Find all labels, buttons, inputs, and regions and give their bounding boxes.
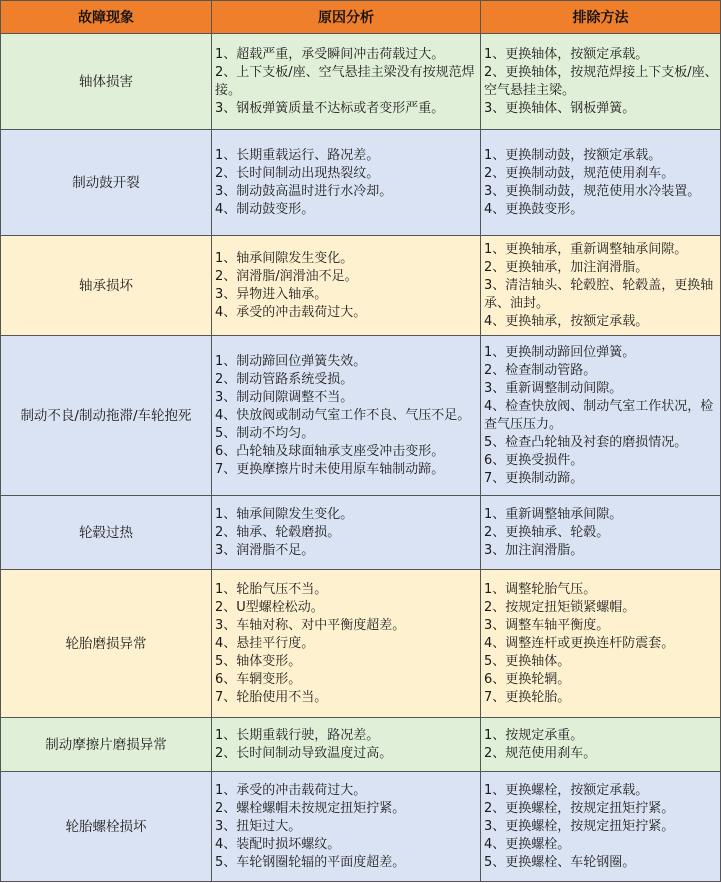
table-row bbox=[1, 236, 721, 336]
cause-item: 2、轴承、轮毂磨损。 bbox=[215, 524, 341, 540]
cause-item: 3、润滑脂不足。 bbox=[215, 542, 315, 558]
cause-item: 4、悬挂平行度。 bbox=[215, 635, 315, 651]
fixes-cell bbox=[481, 496, 721, 570]
causes-cell bbox=[212, 130, 481, 236]
cause-item: 2、长时间制动导致温度过高。 bbox=[215, 745, 393, 761]
symptom-cell: 轮胎螺栓损坏 bbox=[1, 772, 212, 882]
header-symptom: 故障现象 bbox=[1, 1, 212, 34]
cause-item: 1、轴承间隙发生变化。 bbox=[215, 250, 354, 266]
cause-item: 1、长期重载行驶，路况差。 bbox=[215, 727, 380, 743]
fix-item: 1、重新调整轴承间隙。 bbox=[484, 506, 623, 522]
cause-item: 4、快放阀或制动气室工作不良、气压不足。 bbox=[215, 407, 471, 423]
fixes-cell bbox=[481, 130, 721, 236]
fix-item: 3、更换制动鼓，规范使用水冷装置。 bbox=[484, 183, 701, 199]
cause-item: 3、车轴对称、对中平衡度超差。 bbox=[215, 617, 406, 633]
fixes-cell bbox=[481, 570, 721, 718]
cause-item: 1、制动蹄回位弹簧失效。 bbox=[215, 353, 367, 369]
fix-item: 7、更换轮胎。 bbox=[484, 689, 571, 705]
cause-item: 2、长时间制动出现热裂纹。 bbox=[215, 165, 380, 181]
table-row bbox=[1, 772, 721, 882]
fix-item: 2、更换螺栓，按规定扭矩拧紧。 bbox=[484, 800, 675, 816]
header-causes: 原因分析 bbox=[212, 1, 481, 34]
fix-item: 3、重新调整制动间隙。 bbox=[484, 380, 623, 396]
cause-item: 5、制动不均匀。 bbox=[215, 425, 315, 441]
symptom-cell: 制动摩擦片磨损异常 bbox=[1, 718, 212, 772]
cause-item: 3、扭矩过大。 bbox=[215, 818, 302, 834]
fix-item: 3、更换轴体、钢板弹簧。 bbox=[484, 100, 636, 116]
cause-item: 7、更换摩擦片时未使用原车轴制动蹄。 bbox=[215, 461, 445, 477]
fix-item: 7、更换制动蹄。 bbox=[484, 470, 584, 486]
fix-item: 4、更换鼓变形。 bbox=[484, 201, 584, 217]
cause-item: 2、上下支板/座、空气悬挂主梁没有按规范焊接。 bbox=[215, 64, 475, 98]
fixes-cell bbox=[481, 718, 721, 772]
fix-item: 1、按规定承重。 bbox=[484, 727, 584, 743]
symptom-cell: 轴体损害 bbox=[1, 34, 212, 130]
causes-cell bbox=[212, 34, 481, 130]
table-row bbox=[1, 336, 721, 496]
table-row bbox=[1, 570, 721, 718]
cause-item: 7、轮胎使用不当。 bbox=[215, 689, 328, 705]
fix-item: 6、更换轮辋。 bbox=[484, 671, 571, 687]
causes-cell bbox=[212, 236, 481, 336]
table-row bbox=[1, 34, 721, 130]
cause-item: 3、钢板弹簧质量不达标或者变形严重。 bbox=[215, 100, 445, 116]
header-row bbox=[1, 1, 721, 34]
fix-item: 1、更换螺栓，按额定承载。 bbox=[484, 782, 649, 798]
cause-item: 1、长期重载运行、路况差。 bbox=[215, 147, 380, 163]
fixes-cell bbox=[481, 336, 721, 496]
table-row bbox=[1, 718, 721, 772]
fix-item: 6、更换受损件。 bbox=[484, 452, 584, 468]
cause-item: 3、制动鼓高温时进行水冷却。 bbox=[215, 183, 393, 199]
fix-item: 4、调整连杆或更换连杆防震套。 bbox=[484, 635, 675, 651]
fix-item: 3、更换螺栓，按规定扭矩拧紧。 bbox=[484, 818, 675, 834]
cause-item: 6、凸轮轴及球面轴承支座受冲击变形。 bbox=[215, 443, 445, 459]
cause-item: 4、制动鼓变形。 bbox=[215, 201, 315, 217]
fix-item: 1、调整轮胎气压。 bbox=[484, 581, 597, 597]
fix-item: 3、加注润滑脂。 bbox=[484, 542, 584, 558]
cause-item: 2、润滑脂/润滑油不足。 bbox=[215, 268, 358, 284]
causes-cell bbox=[212, 570, 481, 718]
cause-item: 1、承受的冲击载荷过大。 bbox=[215, 782, 367, 798]
symptom-cell: 制动鼓开裂 bbox=[1, 130, 212, 236]
cause-item: 2、螺栓螺帽未按规定扭矩拧紧。 bbox=[215, 800, 406, 816]
fix-item: 3、调整车轴平衡度。 bbox=[484, 617, 610, 633]
cause-item: 5、车轮钢圈轮辐的平面度超差。 bbox=[215, 854, 406, 870]
cause-item: 1、轴承间隙发生变化。 bbox=[215, 506, 354, 522]
header-fixes: 排除方法 bbox=[481, 1, 721, 34]
fixes-cell bbox=[481, 236, 721, 336]
table-row bbox=[1, 130, 721, 236]
cause-item: 1、轮胎气压不当。 bbox=[215, 581, 328, 597]
fix-item: 5、更换螺栓、车轮钢圈。 bbox=[484, 854, 636, 870]
fix-item: 2、按规定扭矩锁紧螺帽。 bbox=[484, 599, 636, 615]
cause-item: 1、超载严重，承受瞬间冲击荷载过大。 bbox=[215, 46, 445, 62]
symptom-cell: 制动不良/制动拖滞/车轮抱死 bbox=[1, 336, 212, 496]
causes-cell bbox=[212, 718, 481, 772]
table-row bbox=[1, 496, 721, 570]
cause-item: 3、异物进入轴承。 bbox=[215, 286, 328, 302]
causes-cell bbox=[212, 496, 481, 570]
fix-item: 1、更换制动鼓，按额定承载。 bbox=[484, 147, 662, 163]
fix-item: 2、更换制动鼓，规范使用刹车。 bbox=[484, 165, 675, 181]
cause-item: 5、轴体变形。 bbox=[215, 653, 302, 669]
fix-item: 2、规范使用刹车。 bbox=[484, 745, 597, 761]
cause-item: 3、制动间隙调整不当。 bbox=[215, 389, 354, 405]
fix-item: 1、更换轴承，重新调整轴承间隙。 bbox=[484, 241, 688, 257]
causes-cell bbox=[212, 772, 481, 882]
fix-item: 3、清洁轴头、轮毂腔、轮毂盖，更换轴承、油封。 bbox=[484, 277, 714, 311]
fix-item: 4、更换轴承，按额定承载。 bbox=[484, 313, 649, 329]
cause-item: 6、车辋变形。 bbox=[215, 671, 302, 687]
fix-item: 4、检查快放阀、制动气室工作状况，检查气压压力。 bbox=[484, 398, 714, 432]
symptom-cell: 轮胎磨损异常 bbox=[1, 570, 212, 718]
fix-item: 1、更换轴体，按额定承载。 bbox=[484, 46, 649, 62]
fix-item: 5、更换轴体。 bbox=[484, 653, 571, 669]
cause-item: 2、U型螺栓松动。 bbox=[215, 599, 324, 615]
cause-item: 4、承受的冲击载荷过大。 bbox=[215, 304, 367, 320]
fixes-cell bbox=[481, 34, 721, 130]
fix-item: 2、更换轴承，加注润滑脂。 bbox=[484, 259, 649, 275]
fix-item: 5、检查凸轮轴及衬套的磨损情况。 bbox=[484, 434, 688, 450]
fix-item: 2、检查制动管路。 bbox=[484, 362, 597, 378]
symptom-cell: 轴承损坏 bbox=[1, 236, 212, 336]
fix-item: 2、更换轴承、轮毂。 bbox=[484, 524, 610, 540]
fixes-cell bbox=[481, 772, 721, 882]
fix-item: 4、更换螺栓。 bbox=[484, 836, 571, 852]
cause-item: 2、制动管路系统受损。 bbox=[215, 371, 354, 387]
symptom-cell: 轮毂过热 bbox=[1, 496, 212, 570]
cause-item: 4、装配时损坏螺纹。 bbox=[215, 836, 341, 852]
fix-item: 1、更换制动蹄回位弹簧。 bbox=[484, 344, 636, 360]
fix-item: 2、更换轴体，按规范焊接上下支板/座、空气悬挂主梁。 bbox=[484, 64, 718, 98]
causes-cell bbox=[212, 336, 481, 496]
